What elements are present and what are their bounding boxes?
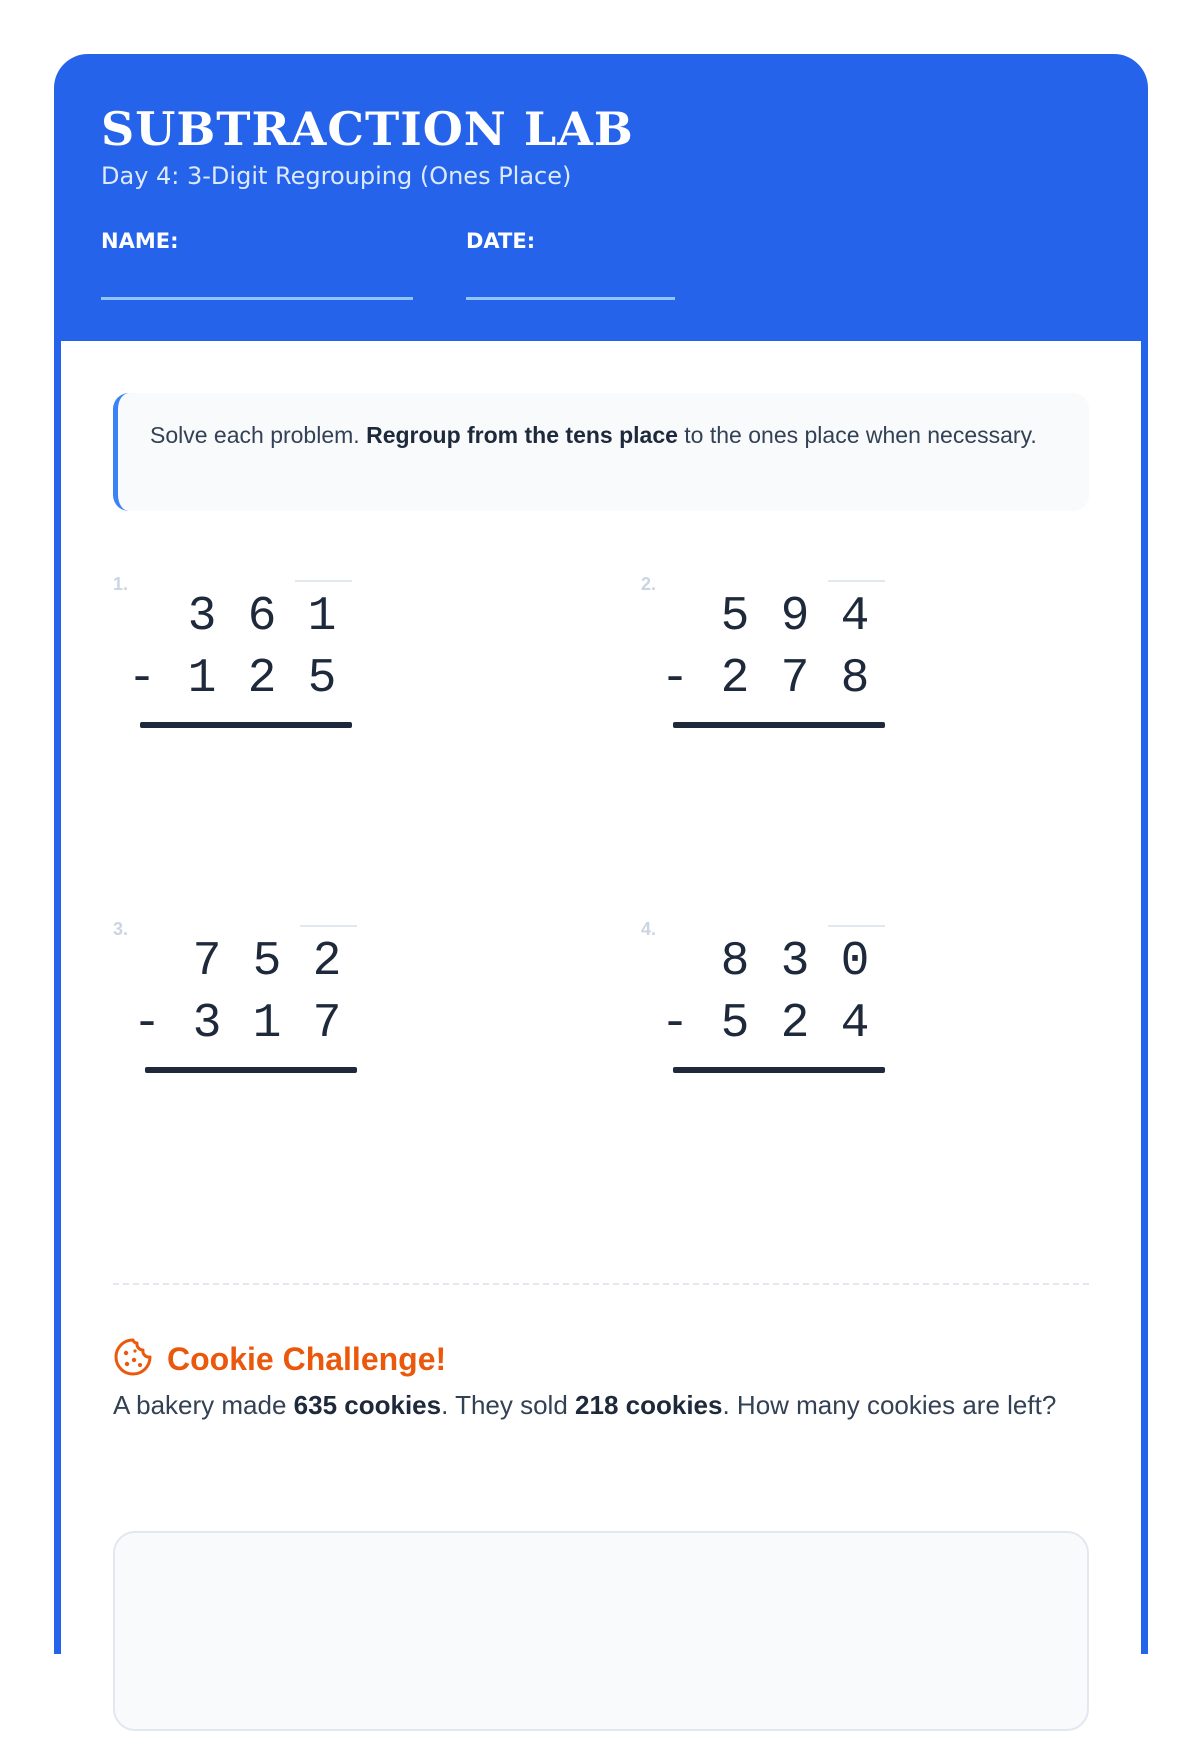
instructions-box	[113, 393, 1089, 511]
minus-sign: -	[132, 997, 162, 1051]
subtrahend	[645, 652, 885, 712]
challenge-header	[113, 1337, 446, 1381]
digit: 7	[780, 652, 810, 706]
carry-line	[828, 925, 885, 927]
digit: 2	[312, 935, 342, 989]
digit: 2	[780, 997, 810, 1051]
name-field[interactable]	[101, 297, 413, 300]
digit: 4	[840, 997, 870, 1051]
digit: 4	[840, 590, 870, 644]
digit: 2	[720, 652, 750, 706]
digit: 5	[307, 652, 337, 706]
minuend	[177, 935, 357, 995]
digit: 7	[192, 935, 222, 989]
minuend	[172, 590, 352, 650]
answer-rule	[673, 1067, 885, 1073]
problem-digits	[660, 574, 885, 739]
challenge-bold-2: 218 cookies	[575, 1390, 723, 1420]
challenge-text-1: A bakery made	[113, 1390, 294, 1420]
worksheet-subtitle: Day 4: 3-Digit Regrouping (Ones Place)	[101, 162, 572, 190]
minus-sign: -	[660, 997, 690, 1051]
subtrahend	[112, 652, 352, 712]
carry-line	[295, 580, 352, 582]
problem-number: 4.	[641, 919, 657, 939]
subtrahend	[645, 997, 885, 1057]
answer-rule	[145, 1067, 357, 1073]
problem-digits	[660, 919, 885, 1084]
problem-3	[113, 919, 533, 1119]
problem-number: 2.	[641, 574, 657, 594]
digit: 8	[840, 652, 870, 706]
digit: 3	[192, 997, 222, 1051]
minus-sign: -	[127, 652, 157, 706]
digit: 2	[247, 652, 277, 706]
challenge-text-2: . They sold	[441, 1390, 576, 1420]
digit: 5	[252, 935, 282, 989]
problem-1	[113, 574, 533, 774]
worksheet-title: SUBTRACTION LAB	[101, 102, 634, 156]
digit: 9	[780, 590, 810, 644]
answer-rule	[673, 722, 885, 728]
challenge-bold-1: 635 cookies	[293, 1390, 442, 1420]
subtrahend	[117, 997, 357, 1057]
worksheet-header	[54, 54, 1148, 341]
challenge-text-3: . How many cookies are left?	[722, 1390, 1057, 1420]
carry-line	[300, 925, 357, 927]
section-divider	[113, 1283, 1089, 1285]
digit: 8	[720, 935, 750, 989]
answer-rule	[140, 722, 352, 728]
problem-number: 1.	[113, 574, 129, 594]
challenge-answer-box[interactable]	[113, 1531, 1089, 1731]
minuend	[705, 935, 885, 995]
minuend	[705, 590, 885, 650]
worksheet-body	[61, 341, 1141, 1741]
worksheet	[54, 54, 1148, 1654]
carry-line	[828, 580, 885, 582]
challenge-question	[113, 1383, 1089, 1427]
challenge-title: Cookie Challenge!	[167, 1340, 447, 1377]
digit: 1	[307, 590, 337, 644]
instructions-text-end: to the ones place when necessary.	[677, 422, 1037, 448]
minus-sign: -	[660, 652, 690, 706]
problem-digits	[132, 919, 357, 1084]
name-label: NAME:	[101, 229, 179, 253]
cookie-icon	[113, 1337, 153, 1381]
digit: 0	[840, 935, 870, 989]
problem-number: 3.	[113, 919, 129, 939]
date-label: DATE:	[466, 229, 536, 253]
problem-2	[641, 574, 1061, 774]
digit: 1	[187, 652, 217, 706]
instructions-text-start: Solve each problem.	[150, 422, 367, 448]
digit: 6	[247, 590, 277, 644]
digit: 3	[187, 590, 217, 644]
problem-digits	[127, 574, 352, 739]
digit: 1	[252, 997, 282, 1051]
instructions-bold: Regroup from the tens place	[366, 422, 678, 448]
date-field[interactable]	[466, 297, 675, 300]
digit: 5	[720, 997, 750, 1051]
digit: 3	[780, 935, 810, 989]
digit: 5	[720, 590, 750, 644]
problem-4	[641, 919, 1061, 1119]
digit: 7	[312, 997, 342, 1051]
